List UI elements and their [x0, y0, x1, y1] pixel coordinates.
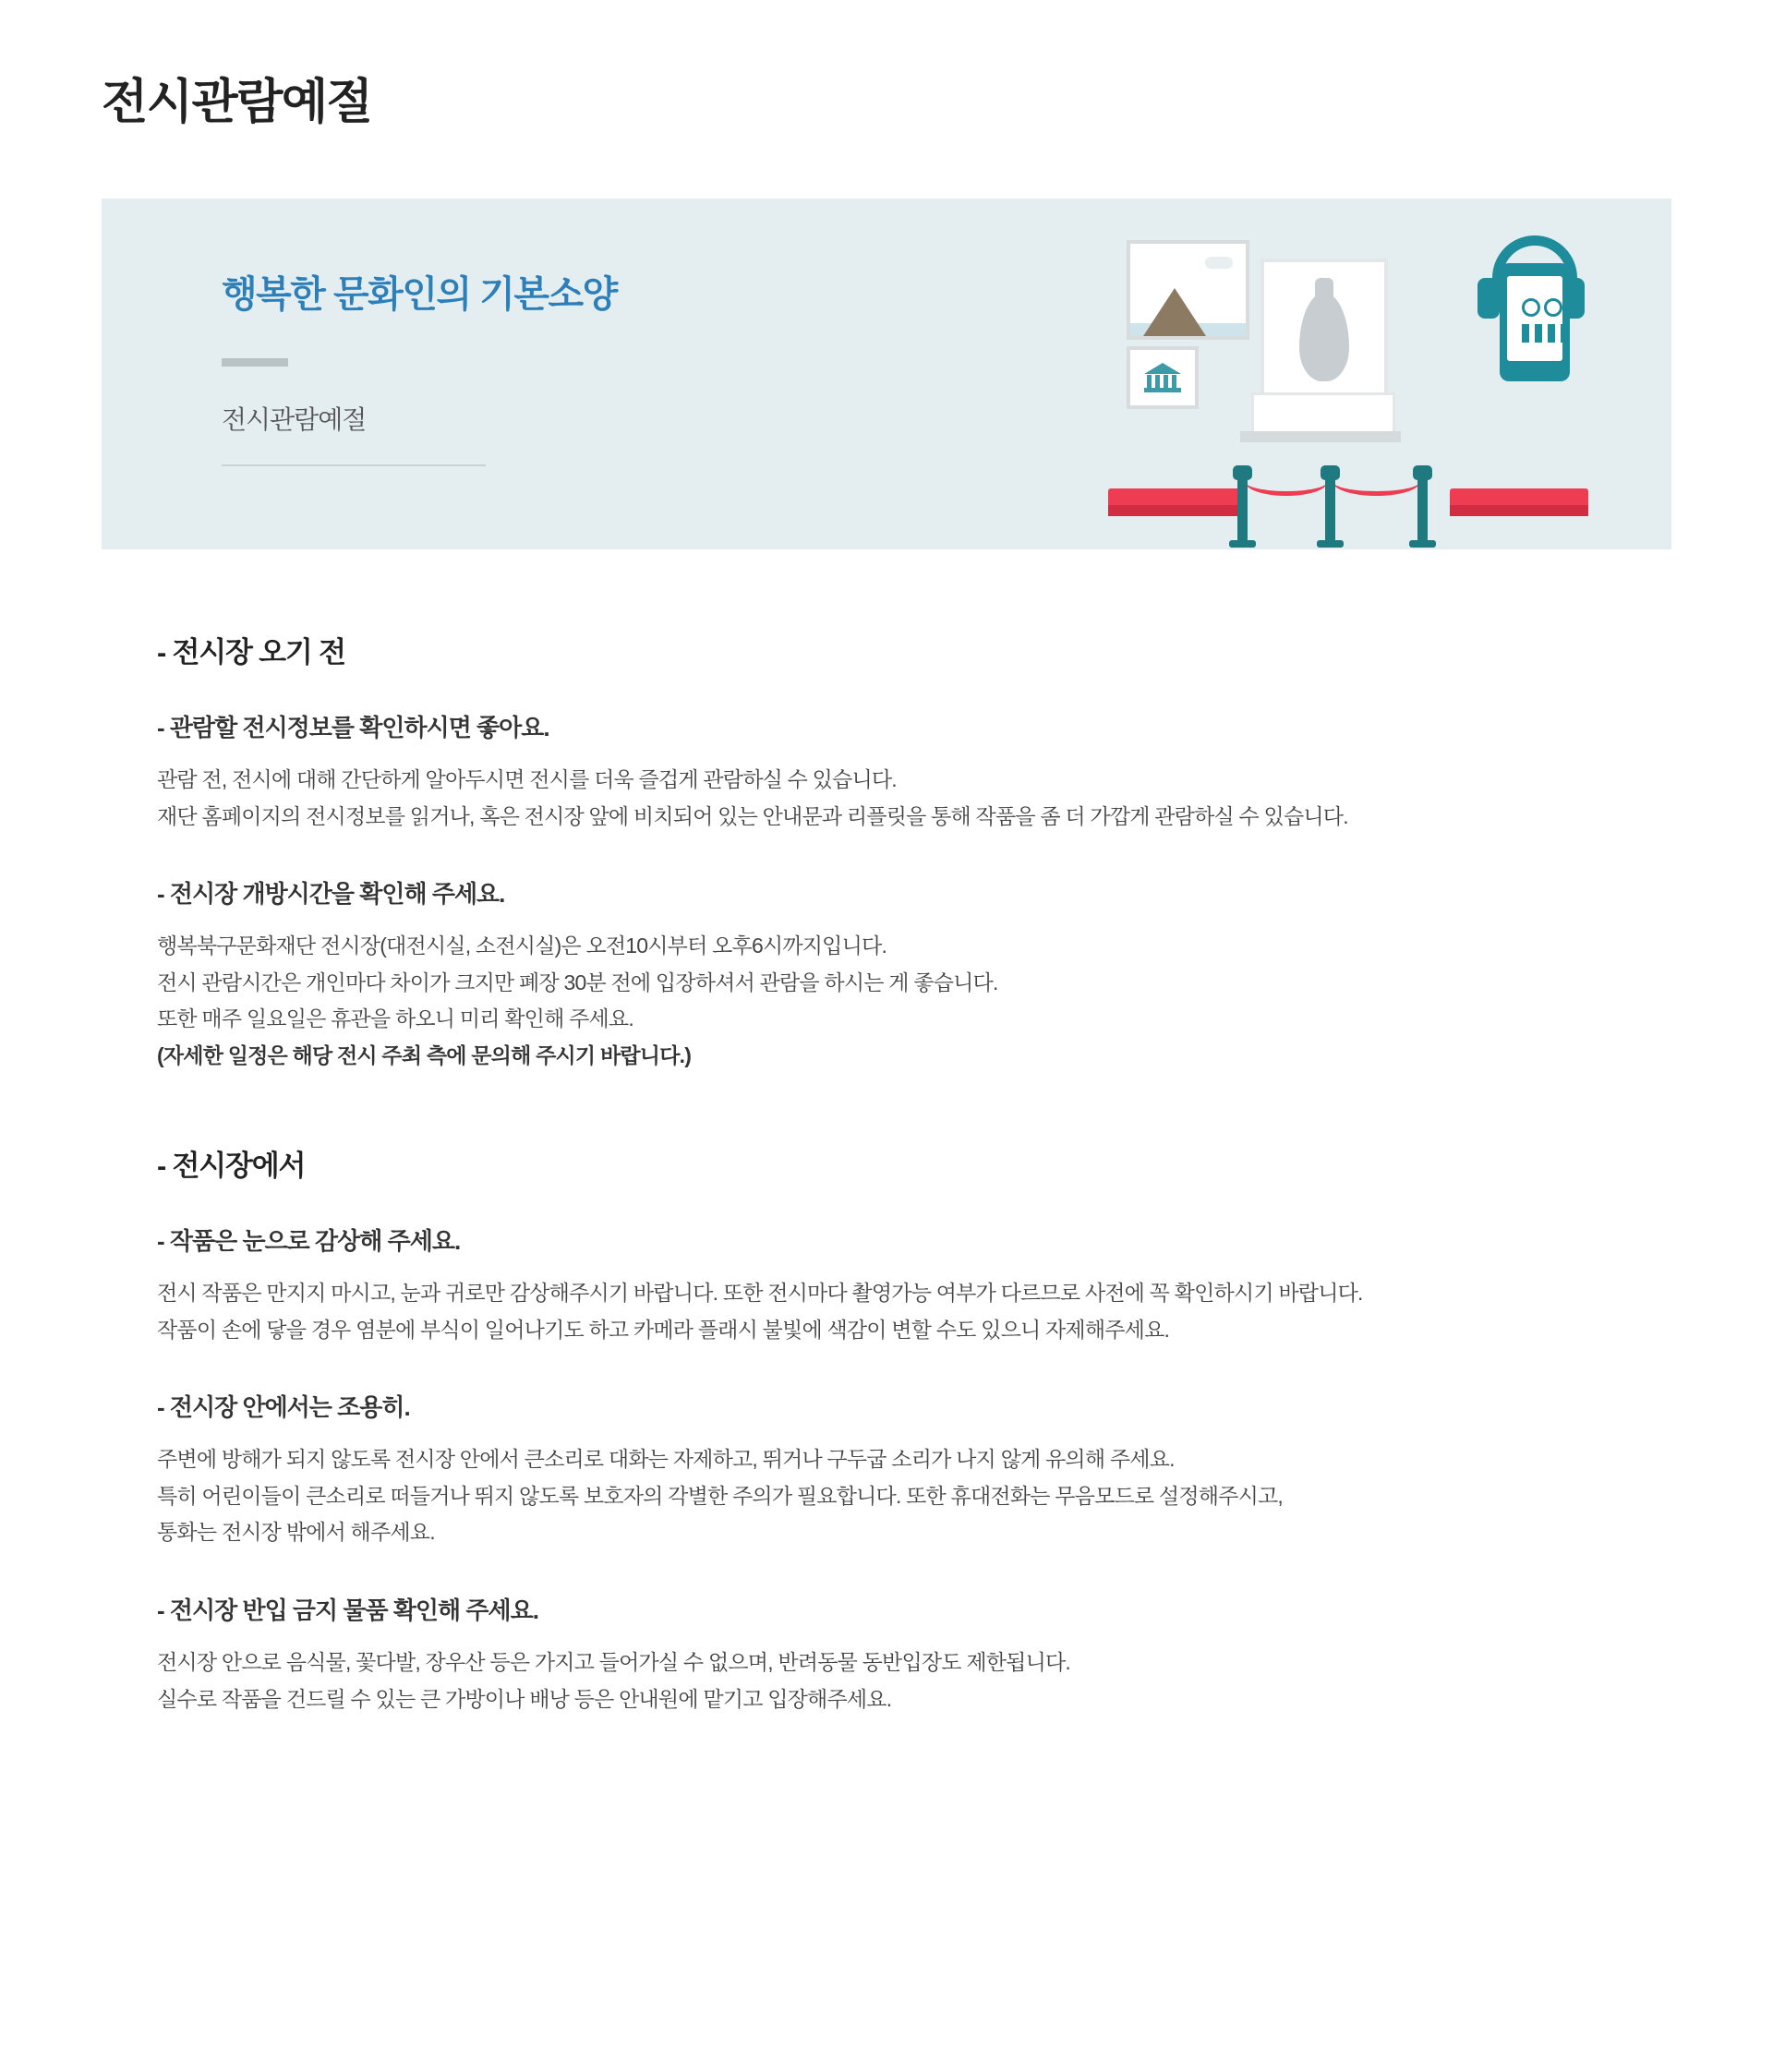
block-prohibited-items	[157, 1592, 1616, 1717]
block-line: 작품이 손에 닿을 경우 염분에 부식이 일어나기도 하고 카메라 플래시 불빛에 색감이 변할 수도 있으니 자제해주세요.	[157, 1317, 1170, 1342]
block-line: 전시 관람시간은 개인마다 차이가 크지만 폐장 30분 전에 입장하셔서 관람을 하시는 게 좋습니다.	[157, 970, 998, 994]
block-line: 재단 홈페이지의 전시정보를 읽거나, 혹은 전시장 앞에 비치되어 있는 안내문과 리플릿을 통해 작품을 좀 더 가깝게 관람하실 수 있습니다.	[157, 803, 1348, 828]
etiquette-content	[102, 549, 1671, 1801]
block-keep-quiet	[157, 1389, 1616, 1551]
block-title: - 전시장 반입 금지 물품 확인해 주세요.	[157, 1596, 538, 1625]
section-at-exhibition	[157, 1142, 1616, 1717]
red-carpet-right-shadow	[1450, 505, 1588, 516]
block-line: 실수로 작품을 건드릴 수 있는 큰 가방이나 배낭 등은 안내원에 맡기고 입장해주세요.	[157, 1686, 892, 1711]
phone-screen	[1507, 276, 1562, 361]
section-before-visit	[157, 629, 1616, 1074]
red-carpet-left-shadow	[1108, 505, 1247, 516]
roof-shape	[1144, 363, 1181, 374]
block-line: 전시장 안으로 음식물, 꽃다발, 장우산 등은 가지고 들어가실 수 없으며, 반려동물 동반입장도 제한됩니다.	[157, 1650, 1070, 1675]
block-title: - 작품은 눈으로 감상해 주세요.	[157, 1227, 461, 1256]
block-line: 행복북구문화재단 전시장(대전시실, 소전시실)은 오전10시부터 오후6시까지입니다.	[157, 934, 887, 958]
hero-banner	[102, 199, 1671, 549]
block-line: 관람 전, 전시에 대해 간단하게 알아두시면 전시를 더욱 즐겁게 관람하실 수 있습니다.	[157, 767, 897, 791]
block-line: 또한 매주 일요일은 휴관을 하오니 미리 확인해 주세요.	[157, 1006, 633, 1031]
phone-equalizer	[1522, 324, 1562, 343]
museum-exhibition-illustration	[1108, 226, 1588, 531]
pedestal-base	[1240, 431, 1401, 442]
mountain-painting-icon	[1127, 240, 1249, 340]
hero-subtitle: 전시관람예절	[222, 400, 486, 466]
phone-dial-left	[1522, 298, 1540, 317]
block-line: 주변에 방해가 되지 않도록 전시장 안에서 큰소리로 대화는 자제하고, 뛰거나 구두굽 소리가 나지 않게 유의해 주세요.	[157, 1447, 1175, 1472]
stanchion-post-3	[1417, 476, 1428, 542]
museum-building-icon	[1127, 346, 1199, 409]
rope-segment-right	[1333, 467, 1420, 496]
columns-shape	[1147, 375, 1178, 388]
rope-barrier-group	[1108, 485, 1588, 516]
vase-display-icon	[1260, 259, 1388, 400]
headphone-earcup-left	[1478, 278, 1500, 319]
bank-glyph	[1144, 363, 1181, 392]
block-title: - 전시장 안에서는 조용히.	[157, 1393, 410, 1422]
hero-divider	[222, 358, 288, 367]
hero-title: 행복한 문화인의 기본소양	[222, 274, 617, 315]
audio-guide-phone-icon	[1500, 263, 1570, 381]
vase-shape	[1299, 293, 1349, 381]
block-opening-hours	[157, 875, 1616, 1074]
phone-dial-right	[1544, 298, 1562, 317]
cloud-icon	[1205, 257, 1233, 269]
block-line: 통화는 전시장 밖에서 해주세요.	[157, 1520, 435, 1545]
block-check-exhibition-info	[157, 709, 1616, 835]
block-line: 전시 작품은 만지지 마시고, 눈과 귀로만 감상해주시기 바랍니다. 또한 전시마다 촬영가능 여부가 다르므로 사전에 꼭 확인하시기 바랍니다.	[157, 1281, 1363, 1306]
stanchion-post-1	[1237, 476, 1248, 542]
block-title: - 전시장 개방시간을 확인해 주세요.	[157, 880, 505, 909]
page-title: 전시관람예절	[102, 76, 372, 129]
stanchion-post-2	[1325, 476, 1335, 542]
section-heading: - 전시장에서	[157, 1150, 306, 1183]
base-shape	[1144, 388, 1181, 392]
block-view-with-eyes	[157, 1223, 1616, 1348]
block-line: 특히 어린이들이 큰소리로 떠들거나 뛰지 않도록 보호자의 각별한 주의가 필요합니다. 또한 휴대전화는 무음모드로 설정해주시고,	[157, 1483, 1284, 1508]
section-heading: - 전시장 오기 전	[157, 636, 345, 669]
mountain-peak-large	[1143, 288, 1206, 336]
block-note: (자세한 일정은 해당 전시 주최 측에 문의해 주시기 바랍니다.)	[157, 1042, 692, 1067]
block-title: - 관람할 전시정보를 확인하시면 좋아요.	[157, 714, 549, 741]
pedestal-icon	[1251, 392, 1395, 437]
rope-segment-left	[1245, 467, 1328, 496]
